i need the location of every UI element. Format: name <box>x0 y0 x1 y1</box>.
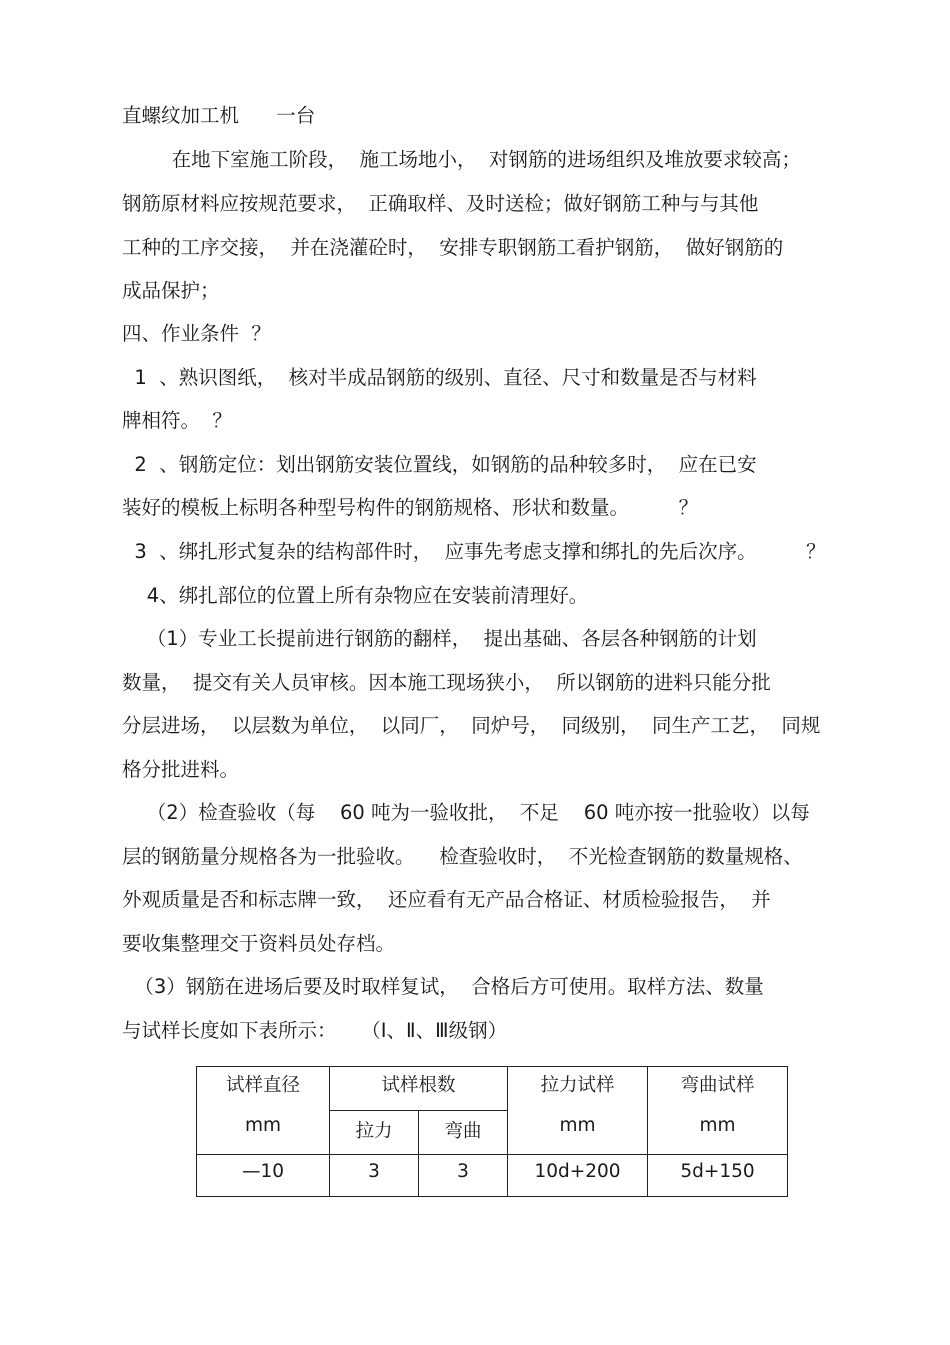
cell-diameter-value: —10 <box>241 1161 285 1182</box>
header-diameter <box>197 1067 330 1155</box>
header-diameter-label: 试样直径 <box>225 1075 300 1096</box>
table-row <box>197 1155 788 1197</box>
text-line: 格分批进料。 <box>122 758 240 781</box>
text-line: 外观质量是否和标志牌一致， 还应看有无产品合格证、材质检验报告， 并 <box>122 888 771 911</box>
cell-bend-length <box>648 1155 788 1197</box>
cell-bend-count-value: 3 <box>457 1161 469 1182</box>
header-diameter-unit: mm <box>244 1115 282 1136</box>
text-line: 直螺纹加工机 一台 <box>122 104 316 127</box>
text-line: 数量， 提交有关人员审核。因本施工现场狭小， 所以钢筋的进料只能分批 <box>122 671 771 694</box>
text-line: 在地下室施工阶段， 施工场地小， 对钢筋的进场组织及堆放要求较高； <box>122 148 801 171</box>
text-line: （3）钢筋在进场后要及时取样复试， 合格后方可使用。取样方法、数量 <box>122 975 764 998</box>
subheader-tensile-count <box>330 1111 419 1155</box>
subheader-tensile-label: 拉力 <box>355 1121 393 1142</box>
cell-bend-length-value: 5d+150 <box>680 1161 755 1182</box>
text-line: （2）检查验收（每 60 吨为一验收批， 不足 60 吨亦按一批验收）以每 <box>122 801 810 824</box>
text-line: 钢筋原材料应按规范要求， 正确取样、及时送检；做好钢筋工种与与其他 <box>122 192 759 215</box>
text-line: 2 、钢筋定位：划出钢筋安装位置线，如钢筋的品种较多时， 应在已安 <box>122 453 757 476</box>
text-line: 工种的工序交接， 并在浇灌砼时， 安排专职钢筋工看护钢筋， 做好钢筋的 <box>122 236 784 259</box>
subheader-bend-count <box>419 1111 508 1155</box>
cell-tensile-count-value: 3 <box>368 1161 380 1182</box>
header-sample-count-label: 试样根数 <box>381 1075 456 1096</box>
subheader-bend-label: 弯曲 <box>444 1121 482 1142</box>
cell-bend-count <box>419 1155 508 1197</box>
header-tensile-unit: mm <box>559 1115 596 1136</box>
text-line: 成品保护； <box>122 279 220 302</box>
text-line: 与试样长度如下表所示： （Ⅰ、Ⅱ、Ⅲ级钢） <box>122 1019 508 1042</box>
section-heading: 四、作业条件 ？ <box>122 322 271 345</box>
header-bend-sample <box>648 1067 788 1155</box>
header-tensile-label: 拉力试样 <box>540 1075 615 1096</box>
header-sample-count <box>330 1067 508 1111</box>
cell-tensile-length <box>508 1155 648 1197</box>
text-line: 分层进场， 以层数为单位， 以同厂， 同炉号， 同级别， 同生产工艺， 同规 <box>122 714 821 737</box>
cell-diameter <box>197 1155 330 1197</box>
text-line: 4、绑扎部位的位置上所有杂物应在安装前清理好。 <box>122 584 589 607</box>
text-line: 1 、熟识图纸， 核对半成品钢筋的级别、直径、尺寸和数量是否与材料 <box>122 366 757 389</box>
header-bend-label: 弯曲试样 <box>680 1075 755 1096</box>
text-line: 3 、绑扎形式复杂的结构部件时， 应事先考虑支撑和绑扎的先后次序。 ？ <box>122 540 826 563</box>
sampling-table <box>196 1066 788 1197</box>
text-line: 牌相符。 ？ <box>122 409 232 432</box>
cell-tensile-length-value: 10d+200 <box>534 1161 621 1182</box>
text-line: 装好的模板上标明各种型号构件的钢筋规格、形状和数量。 ？ <box>122 496 699 519</box>
header-tensile-sample <box>508 1067 648 1155</box>
text-line: （1）专业工长提前进行钢筋的翻样， 提出基础、各层各种钢筋的计划 <box>122 627 757 650</box>
header-bend-unit: mm <box>699 1115 736 1136</box>
text-line: 要收集整理交于资料员处存档。 <box>122 932 396 955</box>
text-line: 层的钢筋量分规格各为一批验收。 检查验收时， 不光检查钢筋的数量规格、 <box>122 845 803 868</box>
cell-tensile-count <box>330 1155 419 1197</box>
